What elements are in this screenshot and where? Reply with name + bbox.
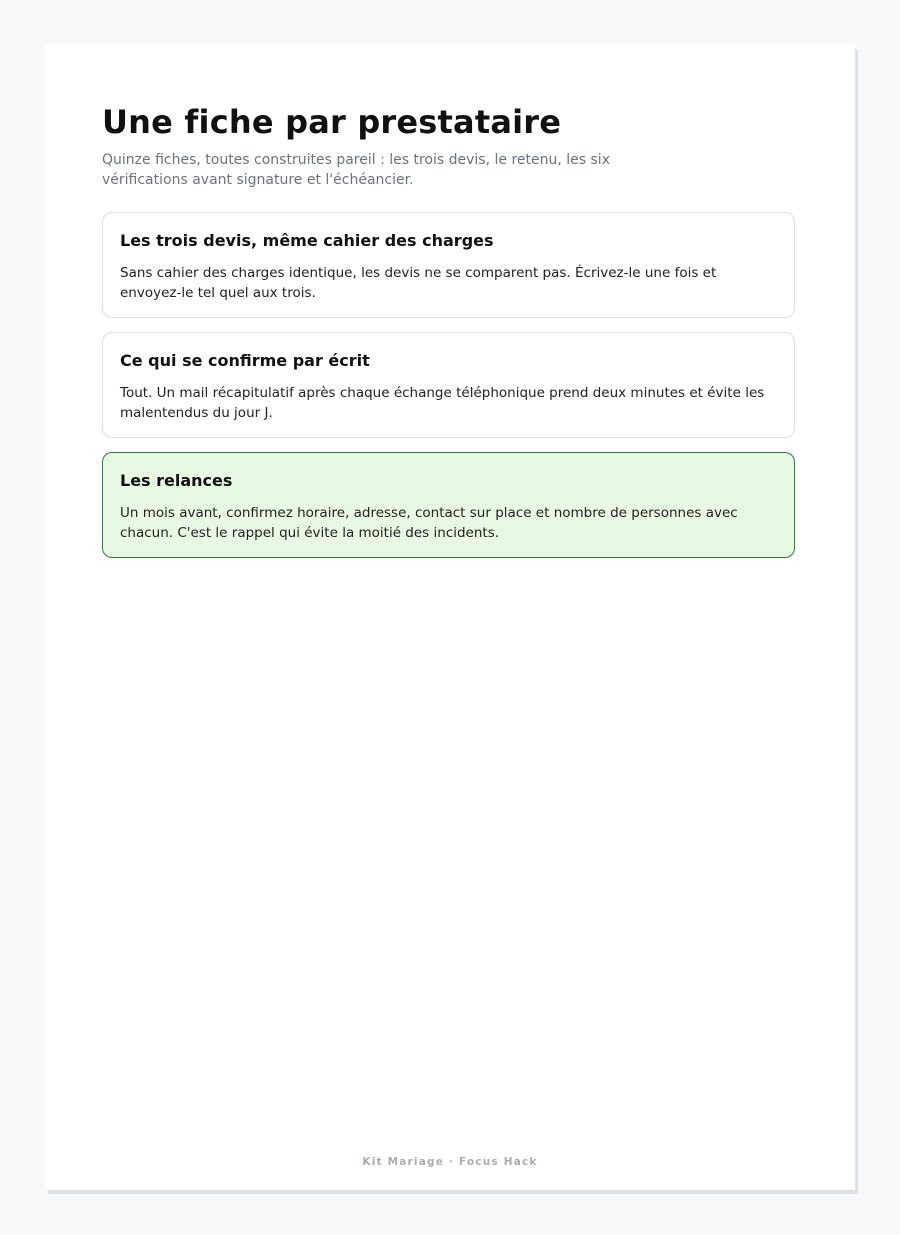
card-quotes [102,212,795,318]
card-written-confirmation [102,332,795,438]
document-page [45,45,855,1190]
card-body: Sans cahier des charges identique, les devis ne se comparent pas. Écrivez-le une fois et envoyez-le tel quel aux trois. [120,265,717,301]
page-title: Une fiche par prestataire [102,103,562,141]
card-title: Ce qui se confirme par écrit [120,351,370,370]
card-title: Les trois devis, même cahier des charges [120,231,494,250]
page-subtitle: Quinze fiches, toutes construites pareil : les trois devis, le retenu, les six vérifications avant signature et l'échéancier. [102,152,610,188]
card-reminders [102,452,795,558]
page-footer: Kit Mariage · Focus Hack [362,1156,538,1168]
card-body: Un mois avant, confirmez horaire, adresse, contact sur place et nombre de personnes avec chacun. C'est le rappel qui évite la moitié des incidents. [120,505,738,541]
card-body: Tout. Un mail récapitulatif après chaque échange téléphonique prend deux minutes et évite les malentendus du jour J. [120,385,765,421]
card-title: Les relances [120,471,233,490]
